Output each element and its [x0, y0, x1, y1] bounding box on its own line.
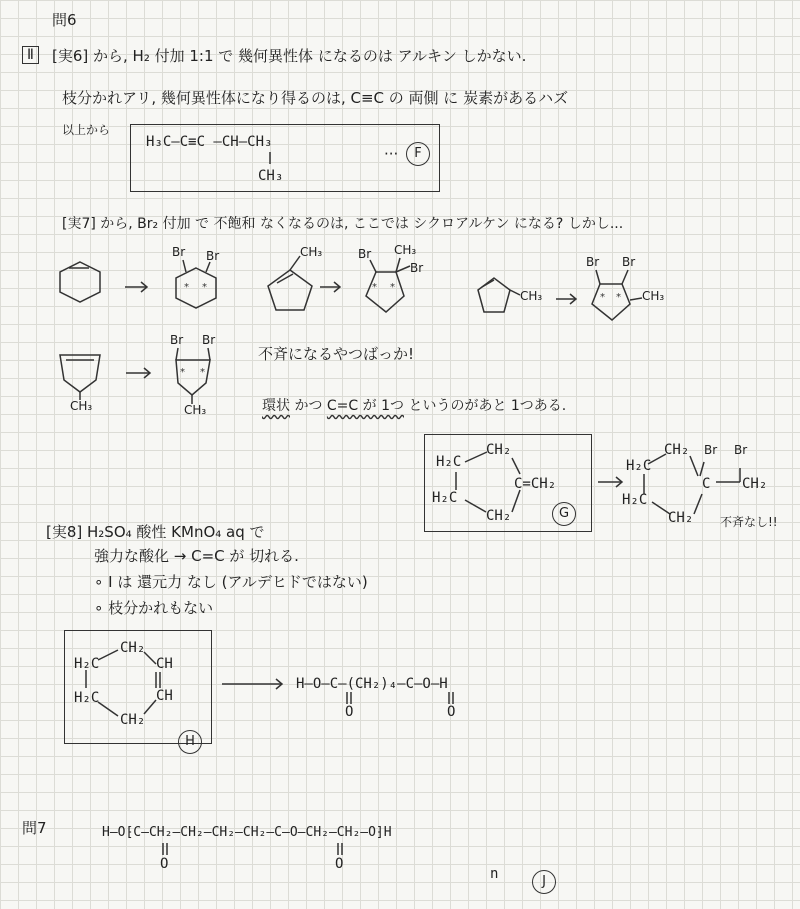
- note-cyclic-a: 環状: [262, 398, 290, 414]
- ch3-4b: CH₃: [184, 403, 207, 417]
- svg-text:*: *: [180, 367, 185, 378]
- br-4a: Br: [170, 333, 184, 347]
- label-H-circle: H: [178, 730, 202, 754]
- h-h2c-1: H₂C: [74, 656, 100, 672]
- acid-o2: O: [447, 704, 456, 720]
- exp8-line1: [実8] H₂SO₄ 酸性 KMnO₄ aq で: [46, 523, 265, 541]
- p-ch2-bot: CH₂: [668, 510, 694, 526]
- label-F-circle: F: [406, 142, 430, 166]
- exp7-line1: [実7] から, Br₂ 付加 で 不飽和 なくなるのは, ここでは シクロアルケン になる? しかし...: [62, 216, 624, 232]
- acid-main: H—O—C—(CH₂)₄—C—O—H: [296, 676, 448, 692]
- h-ch2-bot: CH₂: [120, 712, 146, 728]
- exp6-conclusion: 以上から: [62, 123, 111, 137]
- structure-F-main: H₃C—C≡C —CH—CH₃: [146, 134, 273, 150]
- ch3-2: CH₃: [300, 245, 323, 259]
- exp6-line2: 枝分かれアリ, 幾何異性体になり得るのは, C≡C の 両側 に 炭素があるハズ: [62, 89, 569, 107]
- polymer-main: H—O⁅C—CH₂—CH₂—CH₂—CH₂—C—O—CH₂—CH₂—O⁆H: [102, 825, 392, 840]
- h-h2c-2: H₂C: [74, 690, 100, 706]
- svg-text:*: *: [390, 282, 395, 293]
- p-br2: Br: [734, 443, 748, 457]
- g-c-eq: C=CH₂: [514, 476, 557, 492]
- question-label: 問6: [52, 11, 77, 29]
- br-3b: Br: [622, 255, 636, 269]
- note-cyclic-c: C=C が 1つ: [326, 398, 404, 414]
- g-ch2-top: CH₂: [486, 442, 512, 458]
- br-3a: Br: [586, 255, 600, 269]
- br-2b: Br: [410, 261, 424, 275]
- svg-text:*: *: [372, 282, 377, 293]
- roman-label: Ⅱ: [22, 46, 39, 64]
- exp6-line1: [実6] から, H₂ 付加 1:1 で 幾何異性体 になるのは アルキン しかない.: [52, 47, 527, 65]
- F-dots: ···: [384, 145, 399, 163]
- ch3-3: CH₃: [520, 289, 543, 303]
- note-cyclic-d: というのがあと 1つある.: [404, 398, 567, 414]
- exp8-line3: ∘ I は 還元力 なし (アルデヒドではない): [94, 573, 368, 591]
- h-ch-1: CH: [156, 656, 173, 672]
- p-h2c-bot: H₂C: [622, 492, 648, 508]
- exp8-line4: ∘ 枝分かれもない: [94, 599, 214, 617]
- cyclopentene-methyl-ring: [478, 278, 510, 312]
- p-br1: Br: [704, 443, 718, 457]
- structure-F-branch: CH₃: [258, 168, 284, 184]
- q7-label: 問7: [22, 819, 47, 837]
- p-note: 不斉なし!!: [720, 515, 778, 529]
- p-ch2-top: CH₂: [664, 442, 690, 458]
- dibromo-product-ring: [592, 284, 630, 320]
- svg-text:*: *: [202, 282, 207, 293]
- polymer-o1: O: [160, 856, 169, 872]
- note-asymmetric: 不斉になるやつばっか!: [258, 345, 415, 363]
- polymer-o2: O: [335, 856, 344, 872]
- svg-text:*: *: [600, 292, 605, 303]
- h-ch2-top: CH₂: [120, 640, 146, 656]
- svg-text:*: *: [616, 292, 621, 303]
- svg-text:*: *: [200, 367, 205, 378]
- br-1b: Br: [206, 249, 220, 263]
- acid-o1: O: [345, 704, 354, 720]
- ch3-3b: CH₃: [642, 289, 665, 303]
- g-ch2-bot: CH₂: [486, 508, 512, 524]
- br-1a: Br: [172, 245, 186, 259]
- h-ch-2: CH: [156, 688, 173, 704]
- label-J-circle: J: [532, 870, 556, 894]
- ch3-4: CH₃: [70, 399, 93, 413]
- p-ch2-side: CH₂: [742, 476, 768, 492]
- g-h2c-bot: H₂C: [432, 490, 458, 506]
- ch3-2b: CH₃: [394, 243, 417, 257]
- note-cyclic: [262, 398, 566, 414]
- label-G-circle: G: [552, 502, 576, 526]
- svg-text:*: *: [184, 282, 189, 293]
- note-cyclic-b: かつ: [290, 398, 327, 414]
- exp8-line2: 強力な酸化 → C=C が 切れる.: [94, 547, 299, 565]
- br-4b: Br: [202, 333, 216, 347]
- p-c: C: [702, 476, 711, 492]
- br-2a: Br: [358, 247, 372, 261]
- dibromocyclohexane-ring: [176, 268, 216, 308]
- g-h2c-top: H₂C: [436, 454, 462, 470]
- p-hc: H₂C: [626, 458, 652, 474]
- polymer-n: n: [490, 866, 499, 882]
